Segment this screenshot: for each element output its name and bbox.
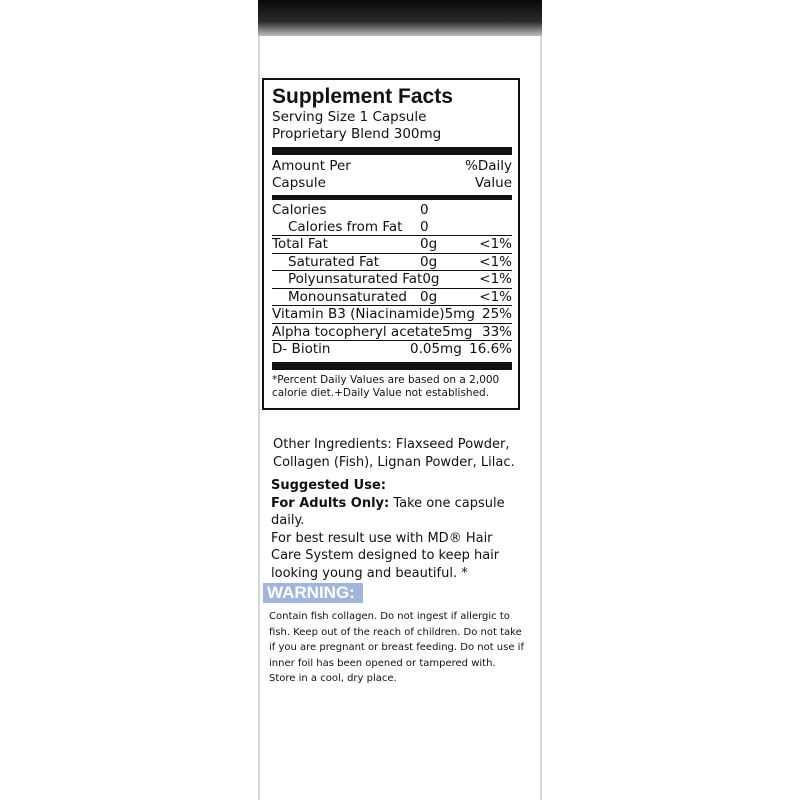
facts-row <box>272 289 512 306</box>
row-name: Monounsaturated <box>288 288 407 305</box>
other-ingredients: Other Ingredients: Flaxseed Powder, Collagen (Fish), Lignan Powder, Lilac. <box>273 437 515 470</box>
row-dv: 16.6% <box>469 341 512 357</box>
header-right-1: %Daily <box>465 158 512 174</box>
row-dv: <1% <box>479 253 512 270</box>
facts-title: Supplement Facts <box>272 85 453 108</box>
row-name: Alpha tocopheryl acetate <box>272 323 443 340</box>
row-name: Polyunsaturated Fat <box>288 271 423 287</box>
box-top-edge <box>258 0 542 36</box>
row-amount: 0g <box>422 271 440 287</box>
row-amount: 0g <box>420 288 438 305</box>
suggested-use <box>271 477 526 582</box>
facts-row <box>272 341 512 358</box>
adults-label: For Adults Only: <box>271 495 390 511</box>
row-dv: <1% <box>479 236 512 252</box>
row-name: D- Biotin <box>272 341 331 357</box>
row-amount: 0 <box>420 202 429 218</box>
warning-text: Contain fish collagen. Do not ingest if allergic to fish. Keep out of the reach of children. Do not take if you are pregnant or breast feeding. Do not use if inner foil has been opened or tampered with. Store in a cool, dry place. <box>269 611 524 684</box>
facts-row <box>272 254 512 271</box>
warning-title: WARNING: <box>263 583 363 603</box>
row-amount: 0 <box>420 218 429 235</box>
divider-thick <box>272 362 512 370</box>
facts-row <box>272 202 512 219</box>
header-left-2: Capsule <box>272 175 326 191</box>
row-amount: 0g <box>420 253 438 270</box>
row-dv <box>468 219 512 236</box>
header-right-2: Value <box>474 175 512 191</box>
supplement-facts-panel <box>262 78 520 410</box>
suggested-use-body: For best result use with MD® Hair Care System designed to keep hair looking young and beautiful. * <box>271 530 500 581</box>
proprietary-blend: Proprietary Blend 300mg <box>272 126 442 142</box>
row-name: Calories from Fat <box>288 218 403 235</box>
row-name: Calories <box>272 202 327 218</box>
row-dv: 33% <box>481 323 512 340</box>
row-amount: 5mg <box>442 323 473 340</box>
row-dv: 25% <box>481 306 512 322</box>
row-name: Total Fat <box>272 236 328 252</box>
suggested-use-title: Suggested Use: <box>271 478 386 493</box>
adults-line <box>271 495 526 530</box>
facts-row <box>272 271 512 288</box>
serving-size: Serving Size 1 Capsule <box>272 109 427 125</box>
facts-row <box>272 324 512 341</box>
facts-header <box>272 158 512 192</box>
facts-row <box>272 306 512 323</box>
divider-thick <box>272 147 512 155</box>
adults-text: Take one capsule daily. <box>271 495 505 528</box>
row-amount: 0.05mg <box>410 341 462 357</box>
facts-row <box>272 236 512 253</box>
row-dv: <1% <box>479 271 512 287</box>
row-amount: 0g <box>420 236 438 252</box>
divider-mid <box>272 195 512 200</box>
row-dv: <1% <box>479 288 512 305</box>
row-amount: 5mg <box>444 306 475 322</box>
row-dv <box>468 202 512 219</box>
row-name: Saturated Fat <box>288 253 380 270</box>
row-name: Vitamin B3 (Niacinamide) <box>272 306 445 322</box>
facts-row <box>272 219 512 236</box>
header-left-1: Amount Per <box>272 158 351 174</box>
facts-footnote: *Percent Daily Values are based on a 2,000 calorie diet.+Daily Value not established. <box>272 373 500 399</box>
